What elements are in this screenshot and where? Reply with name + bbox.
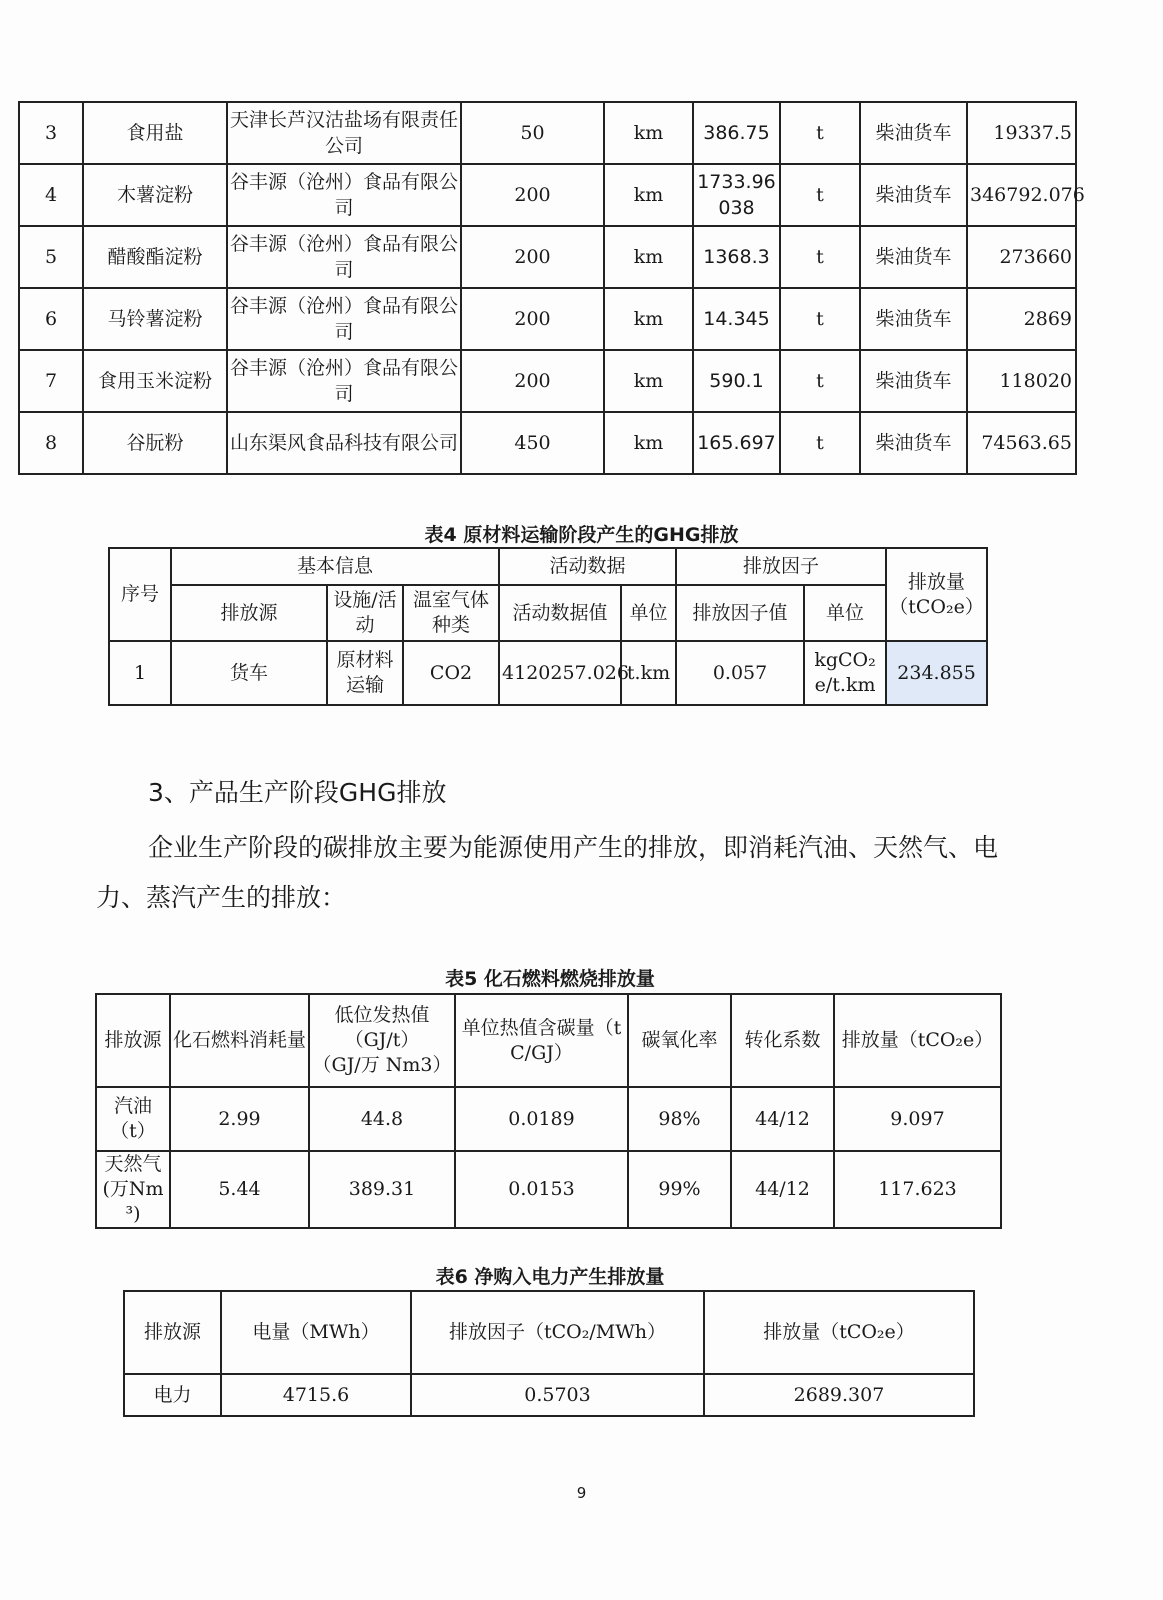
t5-cell-source: 天然气(万Nm³) <box>96 1151 170 1228</box>
t3-cell-material: 木薯淀粉 <box>83 164 227 226</box>
t3-cell-quantity: 14.345 <box>693 288 780 350</box>
t3-cell-material: 食用玉米淀粉 <box>83 350 227 412</box>
table-row <box>19 164 1076 226</box>
t3-cell-quantity-unit: t <box>780 226 860 288</box>
t4-h-activity-value: 活动数据值 <box>499 585 621 641</box>
t3-cell-supplier: 谷丰源（沧州）食品有限公司 <box>227 164 461 226</box>
t3-cell-quantity: 1733.96038 <box>693 164 780 226</box>
t3-cell-supplier: 谷丰源（沧州）食品有限公司 <box>227 226 461 288</box>
t5-h-oxidation: 碳氧化率 <box>628 994 731 1087</box>
t4-cell-no: 1 <box>109 641 171 705</box>
t6-h-emission: 排放量（tCO₂e） <box>704 1291 974 1374</box>
t4-cell-activity-value: 4120257.026 <box>499 641 621 705</box>
t3-cell-no: 3 <box>19 102 83 164</box>
t4-cell-unit: t.km <box>621 641 676 705</box>
t5-h-ncv <box>309 994 455 1087</box>
t3-cell-supplier: 谷丰源（沧州）食品有限公司 <box>227 350 461 412</box>
t5-cell-consumption: 2.99 <box>170 1087 309 1151</box>
t3-cell-quantity: 386.75 <box>693 102 780 164</box>
t6-h-amount: 电量（MWh） <box>221 1291 411 1374</box>
t3-cell-material: 醋酸酯淀粉 <box>83 226 227 288</box>
t4-h-factor-value: 排放因子值 <box>676 585 804 641</box>
t5-h-carbon: 单位热值含碳量（tC/GJ） <box>455 994 628 1087</box>
t3-cell-quantity-unit: t <box>780 350 860 412</box>
t5-cell-oxidation: 99% <box>628 1151 731 1228</box>
table5 <box>95 993 1002 1229</box>
t3-cell-turnover: 118020 <box>967 350 1076 412</box>
t3-cell-distance: 200 <box>461 226 604 288</box>
t3-cell-no: 8 <box>19 412 83 474</box>
t3-cell-supplier: 山东渠风食品科技有限公司 <box>227 412 461 474</box>
t4-h-source: 排放源 <box>171 585 327 641</box>
t3-cell-no: 6 <box>19 288 83 350</box>
t3-cell-quantity: 590.1 <box>693 350 780 412</box>
table5-caption: 表5 化石燃料燃烧排放量 <box>445 968 655 990</box>
t3-cell-distance: 50 <box>461 102 604 164</box>
t3-cell-supplier: 谷丰源（沧州）食品有限公司 <box>227 288 461 350</box>
t5-h-conversion: 转化系数 <box>731 994 834 1087</box>
t4-h-factor: 排放因子 <box>676 548 886 585</box>
t6-cell-amount: 4715.6 <box>221 1374 411 1416</box>
t3-cell-distance: 450 <box>461 412 604 474</box>
table-row <box>96 1151 1001 1228</box>
t5-h-emission: 排放量（tCO₂e） <box>834 994 1001 1087</box>
t5-cell-ncv: 44.8 <box>309 1087 455 1151</box>
t3-cell-quantity-unit: t <box>780 164 860 226</box>
t5-h-source: 排放源 <box>96 994 170 1087</box>
t5-cell-consumption: 5.44 <box>170 1151 309 1228</box>
table-row <box>19 102 1076 164</box>
t6-cell-emission: 2689.307 <box>704 1374 974 1416</box>
table-row <box>19 412 1076 474</box>
t3-cell-distance-unit: km <box>604 102 693 164</box>
t4-h-emission: 排放量（tCO₂e） <box>886 548 987 641</box>
t4-h-no: 序号 <box>109 548 171 641</box>
t5-cell-source: 汽油（t） <box>96 1087 170 1151</box>
t3-cell-quantity-unit: t <box>780 102 860 164</box>
t3-cell-distance-unit: km <box>604 350 693 412</box>
t3-cell-distance-unit: km <box>604 226 693 288</box>
table4-caption: 表4 原材料运输阶段产生的GHG排放 <box>424 524 739 546</box>
t6-h-factor: 排放因子（tCO₂/MWh） <box>411 1291 704 1374</box>
t3-cell-vehicle: 柴油货车 <box>860 288 967 350</box>
t3-cell-vehicle: 柴油货车 <box>860 350 967 412</box>
t4-h-activity: 活动数据 <box>499 548 676 585</box>
t5-cell-emission: 117.623 <box>834 1151 1001 1228</box>
t4-cell-source: 货车 <box>171 641 327 705</box>
t3-cell-turnover: 2869 <box>967 288 1076 350</box>
t4-cell-gas: CO2 <box>403 641 499 705</box>
t4-h-factor-unit: 单位 <box>804 585 886 641</box>
table4 <box>108 547 988 706</box>
page-number: 9 <box>576 1484 587 1502</box>
t3-cell-material: 食用盐 <box>83 102 227 164</box>
table6-caption: 表6 净购入电力产生排放量 <box>435 1266 665 1288</box>
t4-cell-factor-value: 0.057 <box>676 641 804 705</box>
t5-h-ncv-line3: （GJ/万 Nm3） <box>312 1054 452 1076</box>
t4-h-facility: 设施/活动 <box>327 585 403 641</box>
t5-cell-emission: 9.097 <box>834 1087 1001 1151</box>
t3-cell-vehicle: 柴油货车 <box>860 412 967 474</box>
t3-cell-distance-unit: km <box>604 288 693 350</box>
t3-cell-turnover: 74563.65 <box>967 412 1076 474</box>
t3-cell-distance: 200 <box>461 288 604 350</box>
t3-cell-distance-unit: km <box>604 164 693 226</box>
t4-h-unit: 单位 <box>621 585 676 641</box>
table-row <box>19 288 1076 350</box>
t3-cell-quantity: 165.697 <box>693 412 780 474</box>
table6 <box>123 1290 975 1417</box>
section3-heading: 3、产品生产阶段GHG排放 <box>148 778 447 807</box>
t5-h-ncv-line1: 低位发热值 <box>334 1004 430 1026</box>
t4-h-basic: 基本信息 <box>171 548 499 585</box>
t3-cell-vehicle: 柴油货车 <box>860 226 967 288</box>
t3-cell-turnover: 346792.076 <box>967 164 1076 226</box>
t4-cell-emission: 234.855 <box>886 641 987 705</box>
table-row <box>19 226 1076 288</box>
t3-cell-distance-unit: km <box>604 412 693 474</box>
t3-cell-distance: 200 <box>461 164 604 226</box>
t4-cell-facility: 原材料运输 <box>327 641 403 705</box>
t3-cell-no: 4 <box>19 164 83 226</box>
t5-cell-carbon: 0.0153 <box>455 1151 628 1228</box>
t5-cell-oxidation: 98% <box>628 1087 731 1151</box>
t6-cell-source: 电力 <box>124 1374 221 1416</box>
t3-cell-turnover: 273660 <box>967 226 1076 288</box>
t3-cell-vehicle: 柴油货车 <box>860 102 967 164</box>
t3-cell-no: 5 <box>19 226 83 288</box>
section3-body: 企业生产阶段的碳排放主要为能源使用产生的排放，即消耗汽油、天然气、电力、蒸汽产生的排放： <box>96 833 999 912</box>
t5-cell-ncv: 389.31 <box>309 1151 455 1228</box>
t4-h-gas: 温室气体种类 <box>403 585 499 641</box>
t3-cell-material: 谷朊粉 <box>83 412 227 474</box>
t3-cell-vehicle: 柴油货车 <box>860 164 967 226</box>
t3-cell-distance: 200 <box>461 350 604 412</box>
t3-cell-quantity-unit: t <box>780 288 860 350</box>
t6-cell-factor: 0.5703 <box>411 1374 704 1416</box>
table-row <box>19 350 1076 412</box>
table-row <box>96 1087 1001 1151</box>
t3-cell-quantity-unit: t <box>780 412 860 474</box>
t6-h-source: 排放源 <box>124 1291 221 1374</box>
t3-cell-material: 马铃薯淀粉 <box>83 288 227 350</box>
t3-cell-supplier: 天津长芦汉沽盐场有限责任公司 <box>227 102 461 164</box>
t5-cell-conversion: 44/12 <box>731 1151 834 1228</box>
t5-cell-conversion: 44/12 <box>731 1087 834 1151</box>
t5-h-ncv-line2: （GJ/t） <box>344 1029 420 1051</box>
t3-cell-no: 7 <box>19 350 83 412</box>
t5-h-consumption: 化石燃料消耗量 <box>170 994 309 1087</box>
t5-cell-carbon: 0.0189 <box>455 1087 628 1151</box>
table3-continuation <box>18 101 1085 475</box>
t4-cell-factor-unit: kgCO₂e/t.km <box>804 641 886 705</box>
t3-cell-turnover: 19337.5 <box>967 102 1076 164</box>
t3-cell-quantity: 1368.3 <box>693 226 780 288</box>
